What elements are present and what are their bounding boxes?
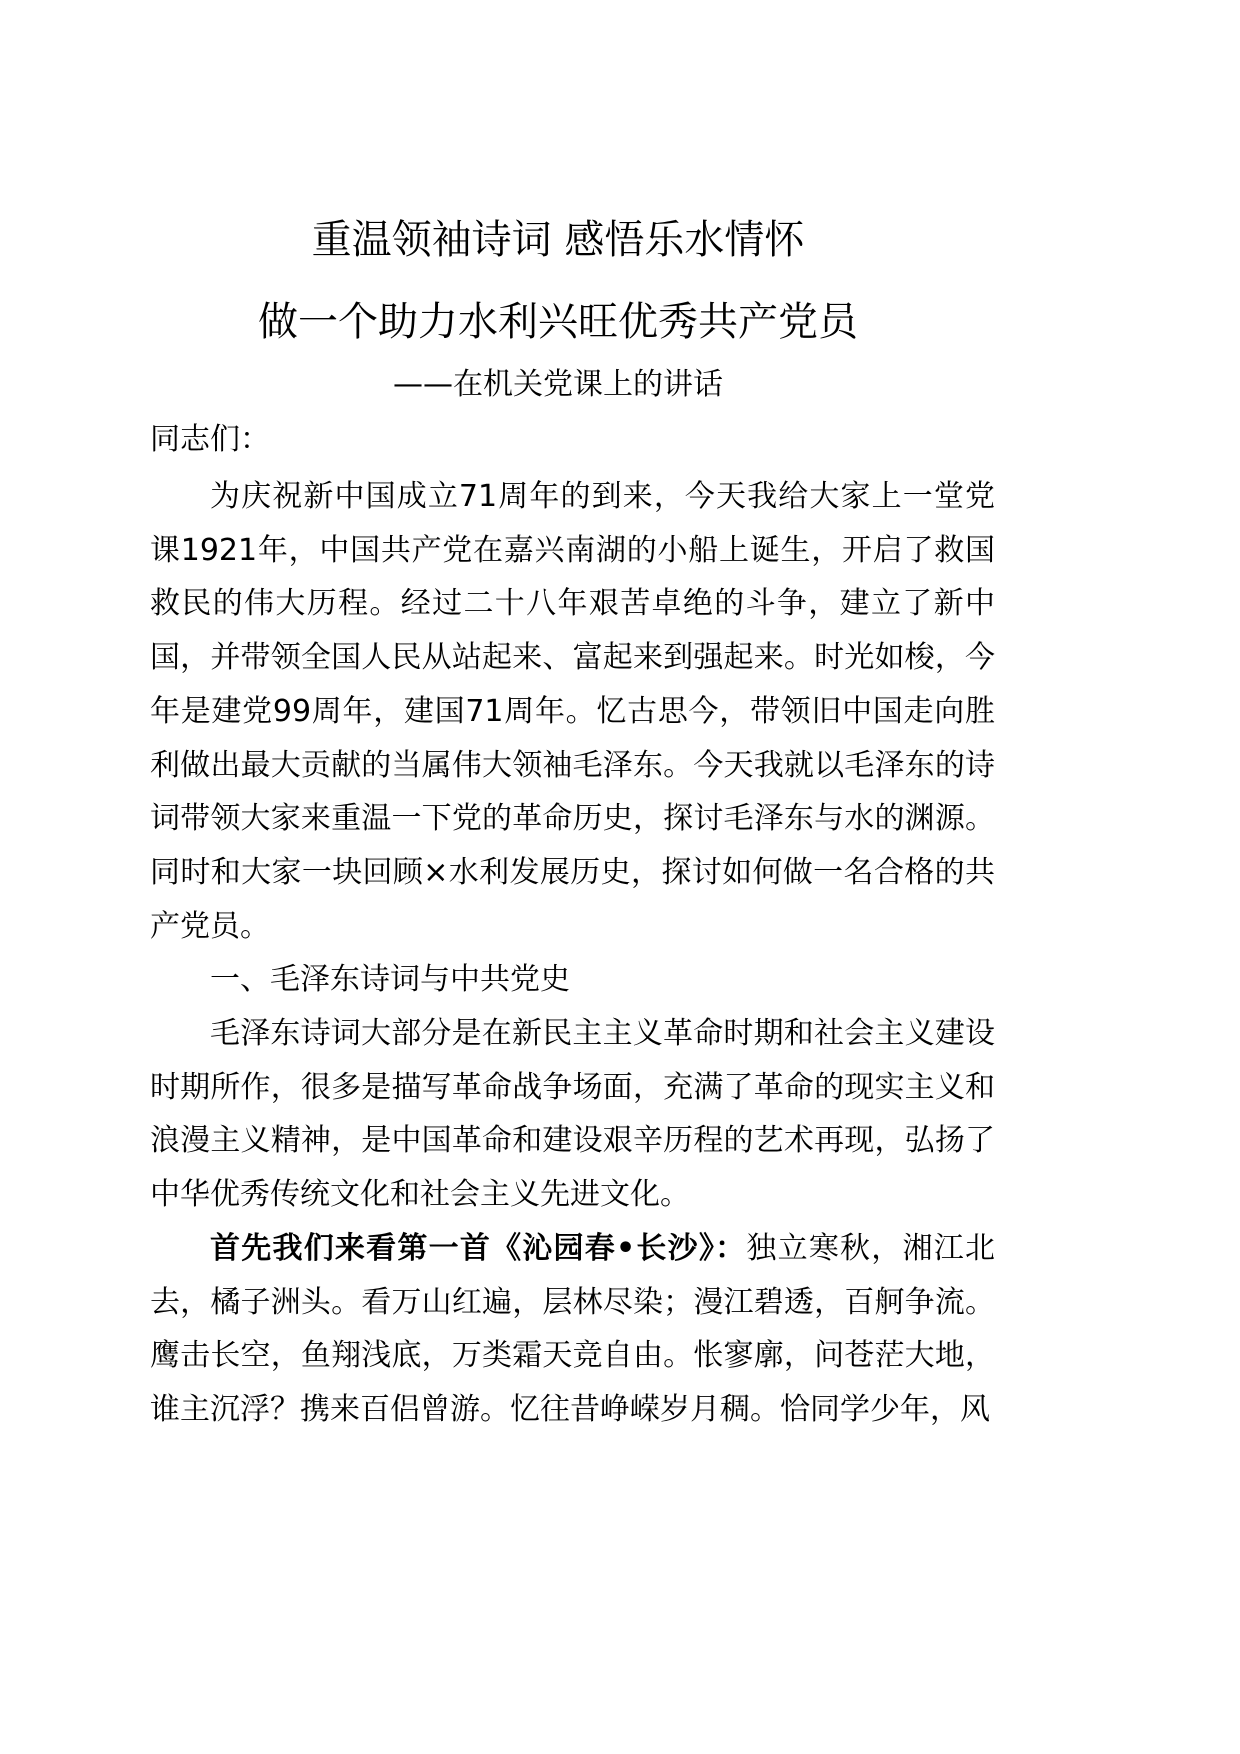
section-heading: 一、毛泽东诗词与中共党史 xyxy=(210,962,570,998)
document-title xyxy=(150,199,966,363)
document-subtitle: ——在机关党课上的讲话 xyxy=(393,367,723,402)
title-line-1: 重温领袖诗词 感悟乐水情怀 xyxy=(311,217,805,263)
poetry-overview-paragraph: 毛泽东诗词大部分是在新民主主义革命时期和社会主义建设时期所作，很多是描写革命战争场面，充满了革命的现实主义和浪漫主义精神，是中国革命和建设艰辛历程的艺术再现，弘扬了中华优秀传统文化和社会主义先进文化。 xyxy=(150,1016,995,1213)
poem-paragraph xyxy=(150,1222,995,1437)
poem-intro-lead: 首先我们来看第一首《沁园春•长沙》： xyxy=(210,1230,747,1266)
salutation: 同志们： xyxy=(150,422,270,457)
title-line-2: 做一个助力水利兴旺优秀共产党员 xyxy=(258,299,858,345)
intro-paragraph: 为庆祝新中国成立71周年的到来，今天我给大家上一堂党课1921年，中国共产党在嘉兴南湖的小船上诞生，开启了救国救民的伟大历程。经过二十八年艰苦卓绝的斗争，建立了新中国，并带领全国人民从站起来、富起来到强起来。时光如梭，今年是建党99周年，建国71周年。忆古思今，带领旧中国走向胜利做出最大贡献的当属伟大领袖毛泽东。今天我就以毛泽东的诗词带领大家来重温一下党的革命历史，探讨毛泽东与水的渊源。同时和大家一块回顾×水利发展历史，探讨如何做一名合格的共产党员。 xyxy=(150,479,995,944)
poem-text: 独立寒秋，湘江北去，橘子洲头。看万山红遍，层林尽染；漫江碧透，百舸争流。鹰击长空，鱼翔浅底，万类霜天竞自由。怅寥廓，问苍茫大地，谁主沉浮？携来百侣曾游。忆往昔峥嵘岁月稠。恰同学少年，风 xyxy=(150,1230,995,1427)
document-body xyxy=(150,470,995,1437)
